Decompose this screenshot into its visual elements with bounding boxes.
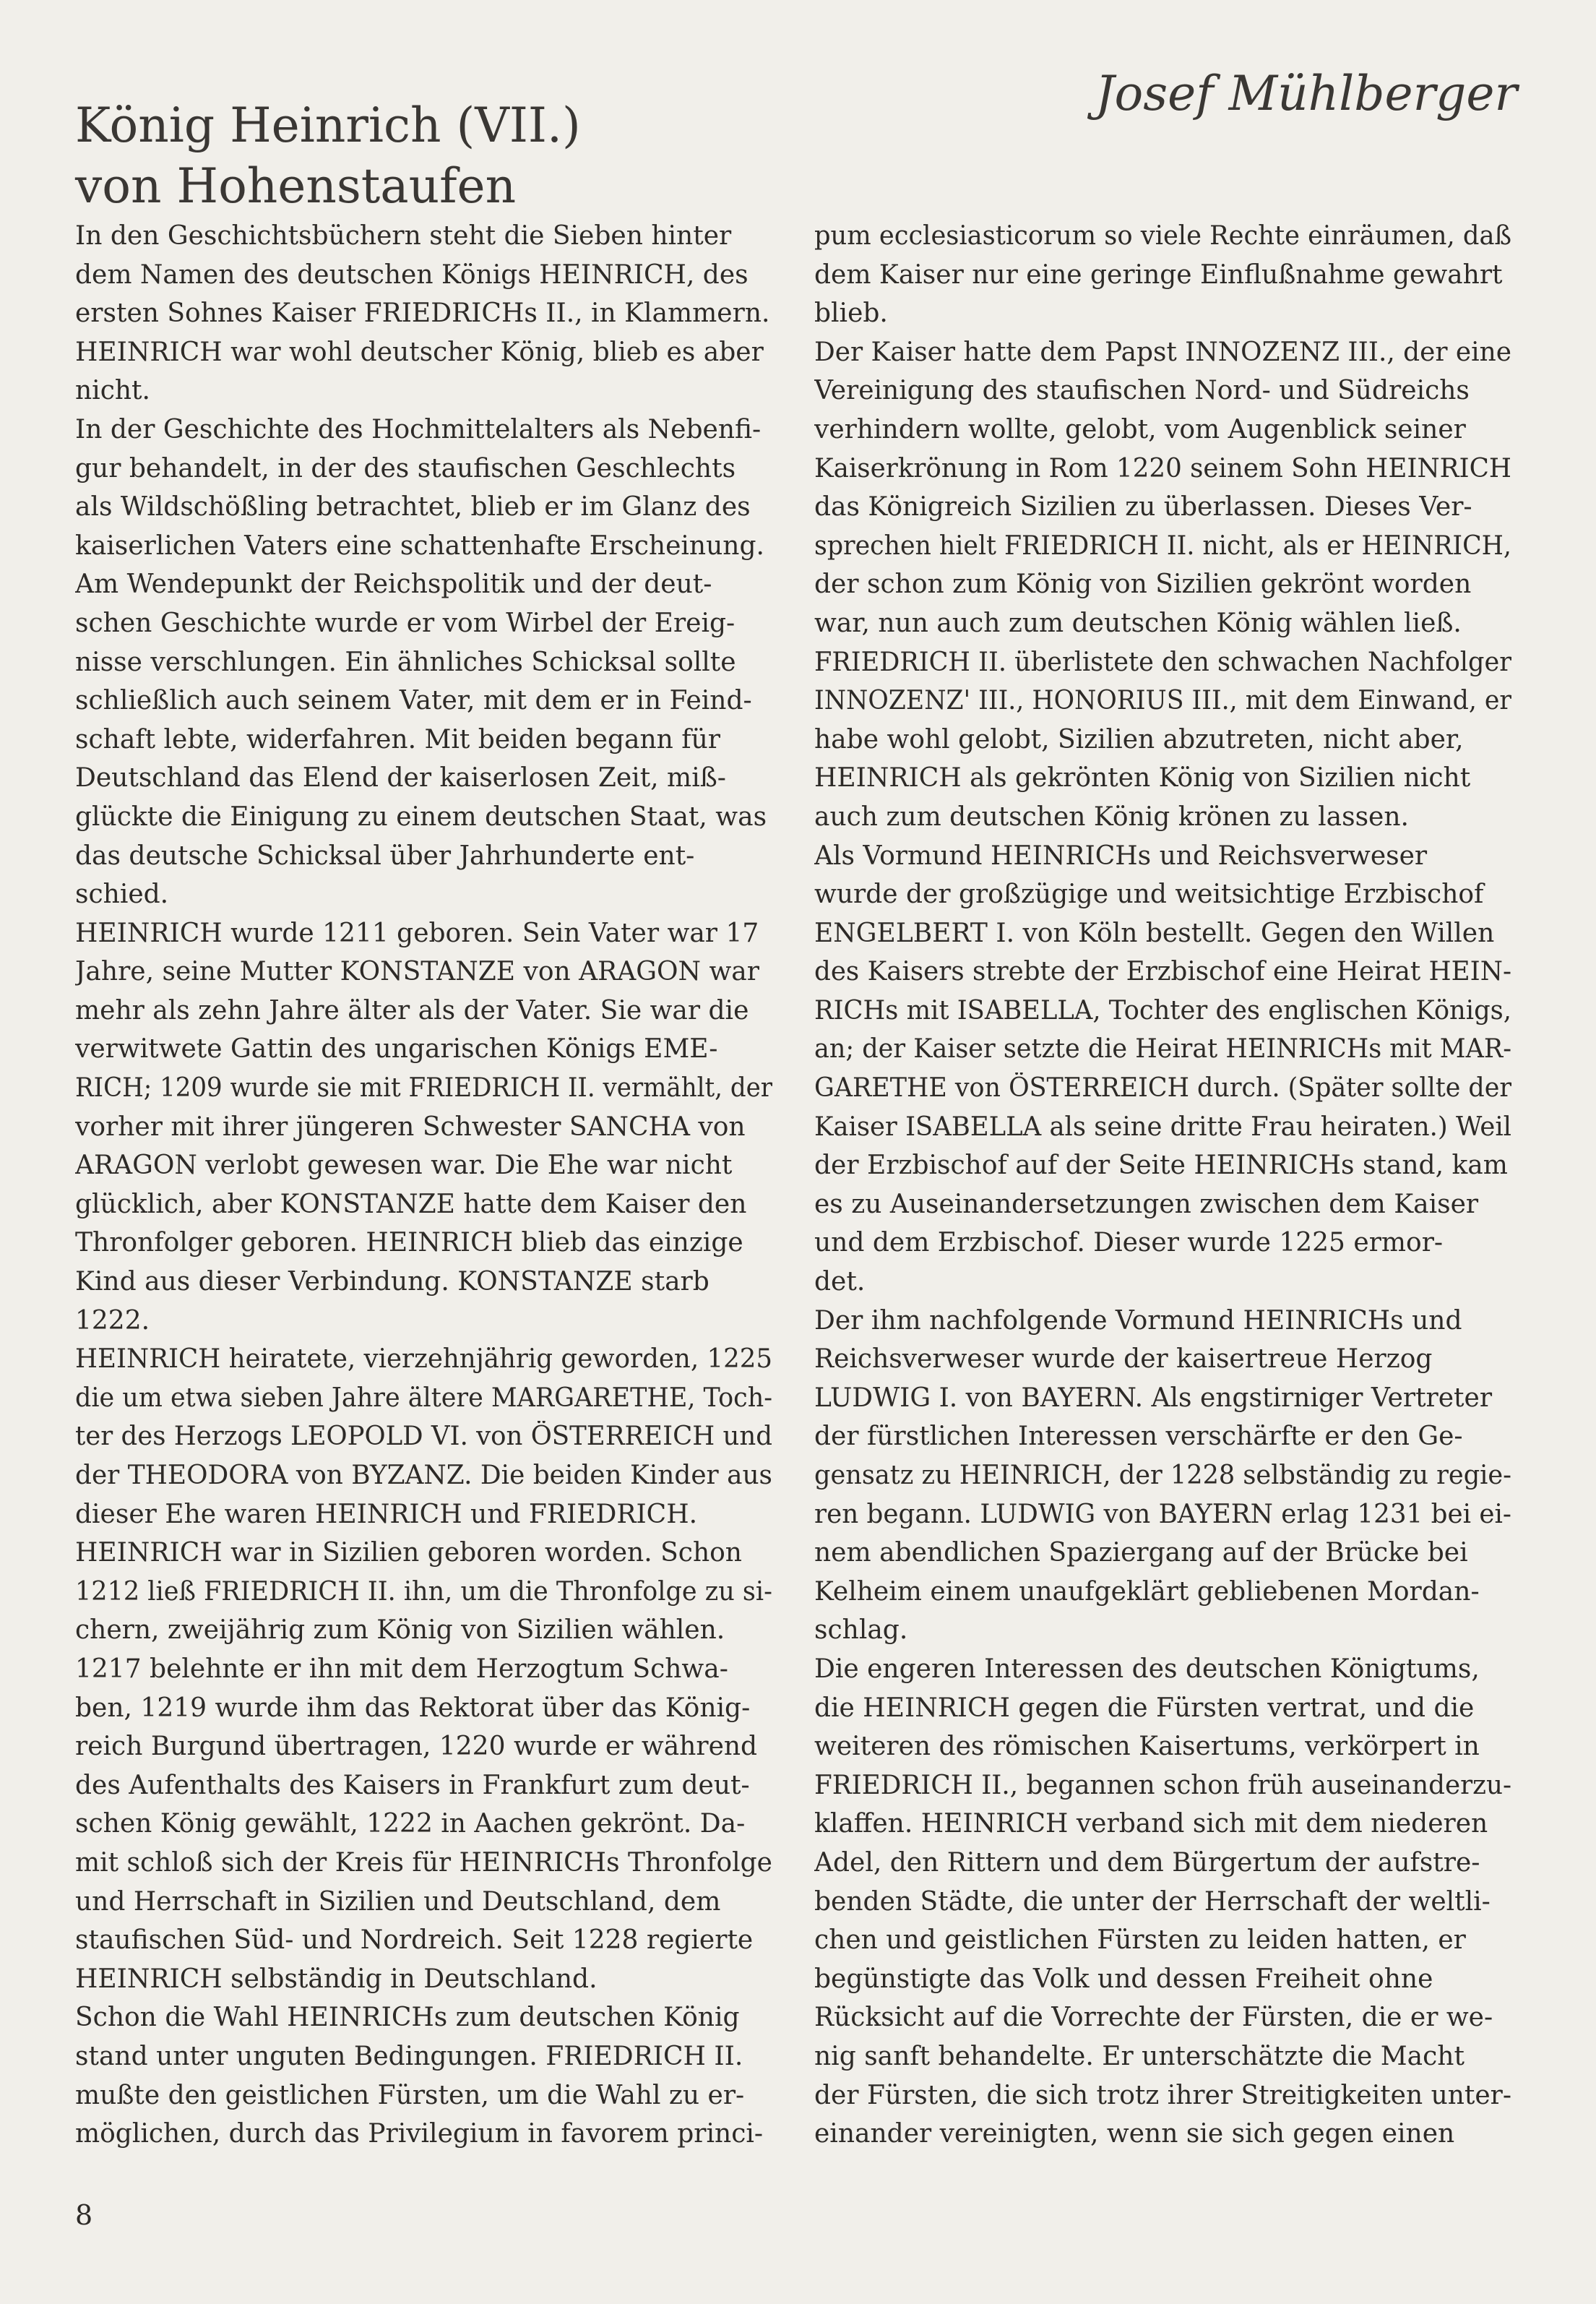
title-line-2: von Hohenstaufen	[75, 158, 517, 215]
text-line: schlag.	[814, 1615, 908, 1646]
text-line: mit schloß sich der Kreis für HEINRICHs Thronfolge	[75, 1847, 772, 1878]
text-line: glückte die Einigung zu einem deutschen Staat, was	[75, 801, 767, 832]
text-line: INNOZENZ' III., HONORIUS III., mit dem Einwand, er	[814, 686, 1511, 716]
text-line: es zu Auseinandersetzungen zwischen dem Kaiser	[814, 1189, 1479, 1219]
text-line: In der Geschichte des Hochmittelalters als Nebenfi-	[75, 414, 762, 444]
text-line: Rücksicht auf die Vorrechte der Fürsten, die er we-	[814, 2003, 1493, 2033]
text-line: dieser Ehe waren HEINRICH und FRIEDRICH.	[75, 1499, 698, 1529]
text-line: Kaiser ISABELLA als seine dritte Frau heiraten.) Weil	[814, 1112, 1511, 1142]
text-line: ren begann. LUDWIG von BAYERN erlag 1231 bei ei-	[814, 1499, 1511, 1529]
text-line: ben, 1219 wurde ihm das Rektorat über das König-	[75, 1693, 751, 1723]
text-line: Der Kaiser hatte dem Papst INNOZENZ III., der eine	[814, 337, 1511, 367]
text-line: ter des Herzogs LEOPOLD VI. von ÖSTERREICH und	[75, 1422, 772, 1452]
text-line: schließlich auch seinem Vater, mit dem er in Feind-	[75, 686, 752, 716]
left-text-column	[75, 217, 772, 2154]
text-line: chen und geistlichen Fürsten zu leiden hatten, er	[814, 1925, 1466, 1956]
text-line: wurde der großzügige und weitsichtige Erzbischof	[814, 880, 1484, 910]
text-line: mehr als zehn Jahre älter als der Vater. Sie war die	[75, 995, 749, 1026]
text-line: ENGELBERT I. von Köln bestellt. Gegen den Willen	[814, 918, 1495, 948]
page-number: 8	[75, 2199, 93, 2231]
text-line: RICH; 1209 wurde sie mit FRIEDRICH II. vermählt, der	[75, 1073, 772, 1104]
text-line: FRIEDRICH II. überlistete den schwachen Nachfolger	[814, 647, 1511, 677]
text-line: Kaiserkrönung in Rom 1220 seinem Sohn HEINRICH	[814, 453, 1511, 483]
text-line: als Wildschößling betrachtet, blieb er im Glanz des	[75, 492, 751, 523]
text-line: vorher mit ihrer jüngeren Schwester SANCHA von	[75, 1112, 746, 1142]
text-line: der Fürsten, die sich trotz ihrer Streitigkeiten unter-	[814, 2080, 1511, 2110]
text-line: staufischen Süd- und Nordreich. Seit 1228 regierte	[75, 1925, 754, 1956]
text-line: chern, zweijährig zum König von Sizilien wählen.	[75, 1615, 725, 1646]
text-line: Kelheim einem unaufgeklärt gebliebenen Mordan-	[814, 1576, 1480, 1607]
text-line: Schon die Wahl HEINRICHs zum deutschen König	[75, 2003, 740, 2033]
text-line: und Herrschaft in Sizilien und Deutschland, dem	[75, 1886, 721, 1917]
text-line: nig sanft behandelte. Er unterschätzte die Macht	[814, 2041, 1465, 2071]
text-line: Der ihm nachfolgende Vormund HEINRICHs und	[814, 1305, 1462, 1336]
text-line: FRIEDRICH II., begannen schon früh auseinanderzu-	[814, 1770, 1511, 1800]
text-line: gensatz zu HEINRICH, der 1228 selbständig zu regie-	[814, 1461, 1511, 1490]
text-line: HEINRICH selbständig in Deutschland.	[75, 1964, 598, 1994]
text-line: das Königreich Sizilien zu überlassen. Dieses Ver-	[814, 492, 1472, 523]
page-header	[75, 64, 1517, 215]
text-line: Kind aus dieser Verbindung. KONSTANZE starb	[75, 1267, 709, 1297]
text-line: RICHs mit ISABELLA, Tochter des englischen Königs,	[814, 995, 1511, 1026]
text-line: das deutsche Schicksal über Jahrhunderte ent-	[75, 841, 695, 871]
text-line: dem Namen des deutschen Königs HEINRICH, des	[75, 259, 749, 290]
text-line: Die engeren Interessen des deutschen Königtums,	[814, 1654, 1480, 1684]
text-line: LUDWIG I. von BAYERN. Als engstirniger Vertreter	[814, 1383, 1493, 1413]
text-line: HEINRICH als gekrönten König von Sizilien nicht	[814, 763, 1471, 794]
text-line: verhindern wollte, gelobt, vom Augenblick seiner	[814, 414, 1466, 444]
text-line: die um etwa sieben Jahre ältere MARGARETHE, Toch-	[75, 1383, 772, 1413]
text-line: det.	[814, 1267, 866, 1297]
text-line: habe wohl gelobt, Sizilien abzutreten, nicht aber,	[814, 724, 1464, 755]
text-line: schen Geschichte wurde er vom Wirbel der Ereig-	[75, 608, 736, 638]
text-line: HEINRICH war in Sizilien geboren worden. Schon	[75, 1538, 742, 1568]
text-line: 1217 belehnte er ihn mit dem Herzogtum Schwa-	[75, 1654, 728, 1684]
text-line: HEINRICH wurde 1211 geboren. Sein Vater war 17	[75, 918, 759, 948]
text-line: sprechen hielt FRIEDRICH II. nicht, als er HEINRICH,	[814, 530, 1511, 561]
text-line: weiteren des römischen Kaisertums, verkörpert in	[814, 1732, 1480, 1762]
text-line: Jahre, seine Mutter KONSTANZE von ARAGON war	[75, 957, 759, 987]
text-line: ersten Sohnes Kaiser FRIEDRICHs II., in Klammern.	[75, 298, 770, 329]
text-line: GARETHE von ÖSTERREICH durch. (Später sollte der	[814, 1073, 1511, 1104]
text-line: Adel, den Rittern und dem Bürgertum der aufstre-	[814, 1847, 1480, 1878]
text-line: Am Wendepunkt der Reichspolitik und der deut-	[75, 569, 712, 600]
text-line: der fürstlichen Interessen verschärfte er den Ge-	[814, 1422, 1463, 1452]
text-line: glücklich, aber KONSTANZE hatte dem Kaiser den	[75, 1189, 747, 1219]
text-line: mußte den geistlichen Fürsten, um die Wahl zu er-	[75, 2080, 745, 2110]
text-line: auch zum deutschen König krönen zu lassen.	[814, 801, 1409, 832]
text-line: möglichen, durch das Privilegium in favorem princi-	[75, 2119, 764, 2149]
text-line: der THEODORA von BYZANZ. Die beiden Kinder aus	[75, 1461, 772, 1490]
author-name: Josef Mühlberger	[1095, 66, 1517, 121]
text-line: Vereinigung des staufischen Nord- und Südreichs	[814, 376, 1470, 406]
text-line: Als Vormund HEINRICHs und Reichsverweser	[814, 841, 1428, 871]
text-line: des Kaisers strebte der Erzbischof eine Heirat HEIN-	[814, 957, 1511, 987]
text-line: der Erzbischof auf der Seite HEINRICHs stand, kam	[814, 1151, 1508, 1181]
text-line: schen König gewählt, 1222 in Aachen gekrönt. Da-	[75, 1809, 746, 1839]
text-line: reich Burgund übertragen, 1220 wurde er während	[75, 1732, 758, 1762]
text-line: der schon zum König von Sizilien gekrönt worden	[814, 569, 1472, 600]
text-line: 1212 ließ FRIEDRICH II. ihn, um die Thronfolge zu si-	[75, 1576, 772, 1607]
text-line: die HEINRICH gegen die Fürsten vertrat, und die	[814, 1693, 1475, 1723]
text-line: stand unter unguten Bedingungen. FRIEDRICH II.	[75, 2041, 743, 2071]
text-line: schied.	[75, 880, 169, 910]
text-line: an; der Kaiser setzte die Heirat HEINRICHs mit MAR-	[814, 1034, 1511, 1065]
text-line: klaffen. HEINRICH verband sich mit dem niederen	[814, 1809, 1488, 1839]
text-line: nicht.	[75, 376, 150, 406]
text-line: Reichsverweser wurde der kaisertreue Herzog	[814, 1344, 1433, 1375]
text-line: schaft lebte, widerfahren. Mit beiden begann für	[75, 724, 721, 755]
text-line: dem Kaiser nur eine geringe Einflußnahme gewahrt	[814, 259, 1503, 290]
text-line: gur behandelt, in der des staufischen Geschlechts	[75, 453, 736, 483]
text-line: und dem Erzbischof. Dieser wurde 1225 ermor-	[814, 1228, 1444, 1258]
text-line: blieb.	[814, 298, 888, 329]
text-line: HEINRICH heiratete, vierzehnjährig geworden, 1225	[75, 1344, 772, 1375]
text-line: Deutschland das Elend der kaiserlosen Zeit, miß-	[75, 763, 726, 794]
text-line: Thronfolger geboren. HEINRICH blieb das einzige	[75, 1228, 743, 1258]
text-line: kaiserlichen Vaters eine schattenhafte Erscheinung.	[75, 530, 764, 561]
text-line: war, nun auch zum deutschen König wählen ließ.	[814, 608, 1462, 638]
text-line: begünstigte das Volk und dessen Freiheit ohne	[814, 1964, 1433, 1994]
text-line: des Aufenthalts des Kaisers in Frankfurt zum deut-	[75, 1770, 750, 1800]
text-line: ARAGON verlobt gewesen war. Die Ehe war nicht	[75, 1151, 733, 1181]
right-text-column	[814, 217, 1511, 2154]
text-line: HEINRICH war wohl deutscher König, blieb es aber	[75, 337, 764, 367]
text-line: verwitwete Gattin des ungarischen Königs EME-	[75, 1034, 718, 1065]
text-line: 1222.	[75, 1305, 150, 1336]
text-line: einander vereinigten, wenn sie sich gegen einen	[814, 2119, 1455, 2149]
text-line: pum ecclesiasticorum so viele Rechte einräumen, daß	[814, 221, 1511, 251]
text-line: nem abendlichen Spaziergang auf der Brücke bei	[814, 1538, 1468, 1568]
text-line: In den Geschichtsbüchern steht die Sieben hinter	[75, 221, 732, 251]
text-line: nisse verschlungen. Ein ähnliches Schicksal sollte	[75, 647, 736, 677]
text-line: benden Städte, die unter der Herrschaft der weltli-	[814, 1886, 1491, 1917]
title-line-1: König Heinrich (VII.)	[75, 98, 581, 154]
article-title	[75, 95, 581, 217]
